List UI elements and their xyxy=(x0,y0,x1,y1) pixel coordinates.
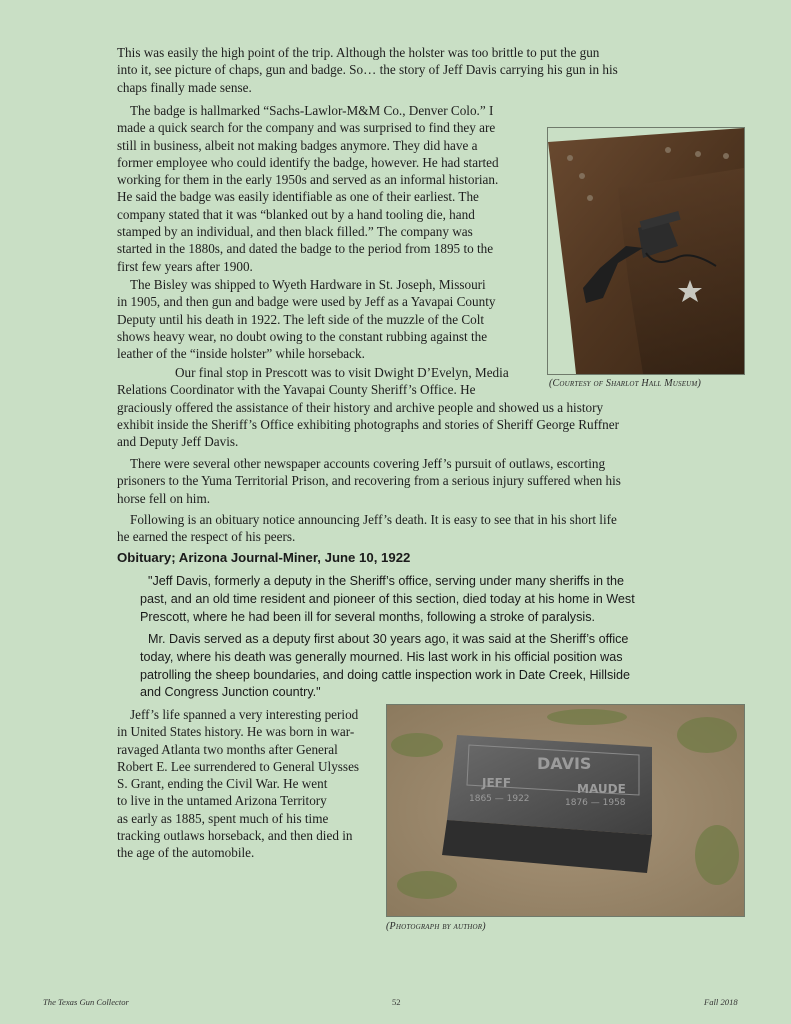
text-line: in United States history. He was born in war- xyxy=(117,724,355,740)
grave-photo-image xyxy=(387,705,744,916)
footer-publication: The Texas Gun Collector xyxy=(43,997,129,1007)
grave-name-text: DAVIS xyxy=(537,754,592,773)
text-line: shows heavy wear, no doubt owing to the constant rubbing against the xyxy=(117,328,488,344)
text-line: and Deputy Jeff Davis. xyxy=(117,434,239,450)
text-line: There were several other newspaper accounts covering Jeff’s pursuit of outlaws, escorting xyxy=(130,456,606,471)
grave-left-dates: 1865 — 1922 xyxy=(469,794,530,804)
grave-left-name: JEFF xyxy=(482,776,512,790)
text-line: "Jeff Davis, formerly a deputy in the Sheriff’s office, serving under many sheriffs in the xyxy=(148,574,625,588)
text-line: Deputy until his death in 1922. The left side of the muzzle of the Colt xyxy=(117,311,485,327)
grave-right-name: MAUDE xyxy=(577,782,626,796)
text-line: as early as 1885, spent much of his time xyxy=(117,810,329,826)
paragraph-3 xyxy=(117,276,547,362)
text-line: leather of the “inside holster” while horseback. xyxy=(117,346,365,362)
text-line: made a quick search for the company and was surprised to find they are xyxy=(117,120,496,136)
text-line: This was easily the high point of the trip. Although the holster was too brittle to put the gun xyxy=(117,45,600,60)
text-line: Relations Coordinator with the Yavapai County Sheriff’s Office. He xyxy=(117,382,476,398)
obituary-heading: Obituary; Arizona Journal-Miner, June 10, 1922 xyxy=(117,550,411,565)
text-line: Prescott, where he had been ill for several months, following a stroke of paralysis. xyxy=(140,609,595,624)
footer-page-number: 52 xyxy=(392,997,401,1007)
grave-right-dates: 1876 — 1958 xyxy=(565,798,626,808)
text-line: started in the 1880s, and dated the badge to the period from 1895 to the xyxy=(117,241,494,257)
text-line: S. Grant, ending the Civil War. He went xyxy=(117,776,328,792)
text-line: ravaged Atlanta two months after General xyxy=(117,741,338,757)
text-line: prisoners to the Yuma Territorial Prison, and recovering from a serious injury suffered when his xyxy=(117,473,621,489)
chaps-photo-image xyxy=(548,128,744,374)
footer-issue: Fall 2018 xyxy=(704,997,738,1007)
paragraph-7 xyxy=(117,706,375,862)
text-line: he earned the respect of his peers. xyxy=(117,529,296,545)
text-line: to live in the untamed Arizona Territory xyxy=(117,793,327,809)
text-line: the age of the automobile. xyxy=(117,845,255,861)
text-line: The Bisley was shipped to Wyeth Hardware in St. Joseph, Missouri xyxy=(130,277,486,292)
text-line: Our final stop in Prescott was to visit Dwight D’Evelyn, Media xyxy=(175,365,509,380)
text-line: graciously offered the assistance of their history and archive people and showed us a history xyxy=(117,399,604,415)
chaps-caption: (Courtesy of Sharlot Hall Museum) xyxy=(549,378,701,389)
grave-photo xyxy=(386,704,745,917)
text-line: Robert E. Lee surrendered to General Ulysses xyxy=(117,758,360,774)
text-line: and Congress Junction country." xyxy=(140,685,321,700)
text-line: The badge is hallmarked “Sachs-Lawlor-M&M Co., Denver Colo.” I xyxy=(130,103,494,118)
obituary-quote-2 xyxy=(140,631,660,702)
text-line: former employee who could identify the badge, however. He had started xyxy=(117,154,499,170)
paragraph-1 xyxy=(117,44,677,96)
text-line: Following is an obituary notice announcing Jeff’s death. It is easy to see that in his short life xyxy=(130,512,617,527)
text-line: still in business, albeit not making badges anymore. They did have a xyxy=(117,137,478,153)
text-line: past, and an old time resident and pioneer of this section, died today at his home in West xyxy=(140,591,635,606)
text-line: horse fell on him. xyxy=(117,490,211,506)
text-line: first few years after 1900. xyxy=(117,258,253,274)
text-line: He said the badge was easily identifiable as one of their earliest. The xyxy=(117,189,479,205)
text-line: exhibit inside the Sheriff’s Office exhibiting photographs and stories of Sheriff George Ruffner xyxy=(117,416,619,432)
chaps-gun-badge-photo xyxy=(547,127,745,375)
text-line: in 1905, and then gun and badge were used by Jeff as a Yavapai County xyxy=(117,294,496,310)
text-line: working for them in the early 1950s and served as an informal historian. xyxy=(117,172,499,188)
paragraph-4 xyxy=(117,364,677,450)
paragraph-6 xyxy=(117,511,677,546)
paragraph-5 xyxy=(117,455,677,507)
paragraph-2 xyxy=(117,102,547,275)
grave-caption: (Photograph by author) xyxy=(386,921,486,932)
text-line: patrolling the sheep boundaries, and doing cattle inspection work in Date Creek, Hillside xyxy=(140,667,631,682)
obituary-quote-1 xyxy=(140,573,660,626)
text-line: Jeff’s life spanned a very interesting period xyxy=(130,707,359,722)
text-line: company stated that it was “blanked out by a hand tooling die, hand xyxy=(117,206,475,222)
text-line: today, where his death was generally mourned. His last work in his official position was xyxy=(140,649,623,664)
text-line: tracking outlaws horseback, and then died in xyxy=(117,828,353,844)
text-line: into it, see picture of chaps, gun and badge. So… the story of Jeff Davis carrying his gun in his xyxy=(117,62,618,78)
text-line: chaps finally made sense. xyxy=(117,79,252,95)
text-line: stamped by an individual, and then black filled.” The company was xyxy=(117,224,473,240)
text-line: Mr. Davis served as a deputy first about 30 years ago, it was said at the Sheriff’s office xyxy=(148,632,629,646)
